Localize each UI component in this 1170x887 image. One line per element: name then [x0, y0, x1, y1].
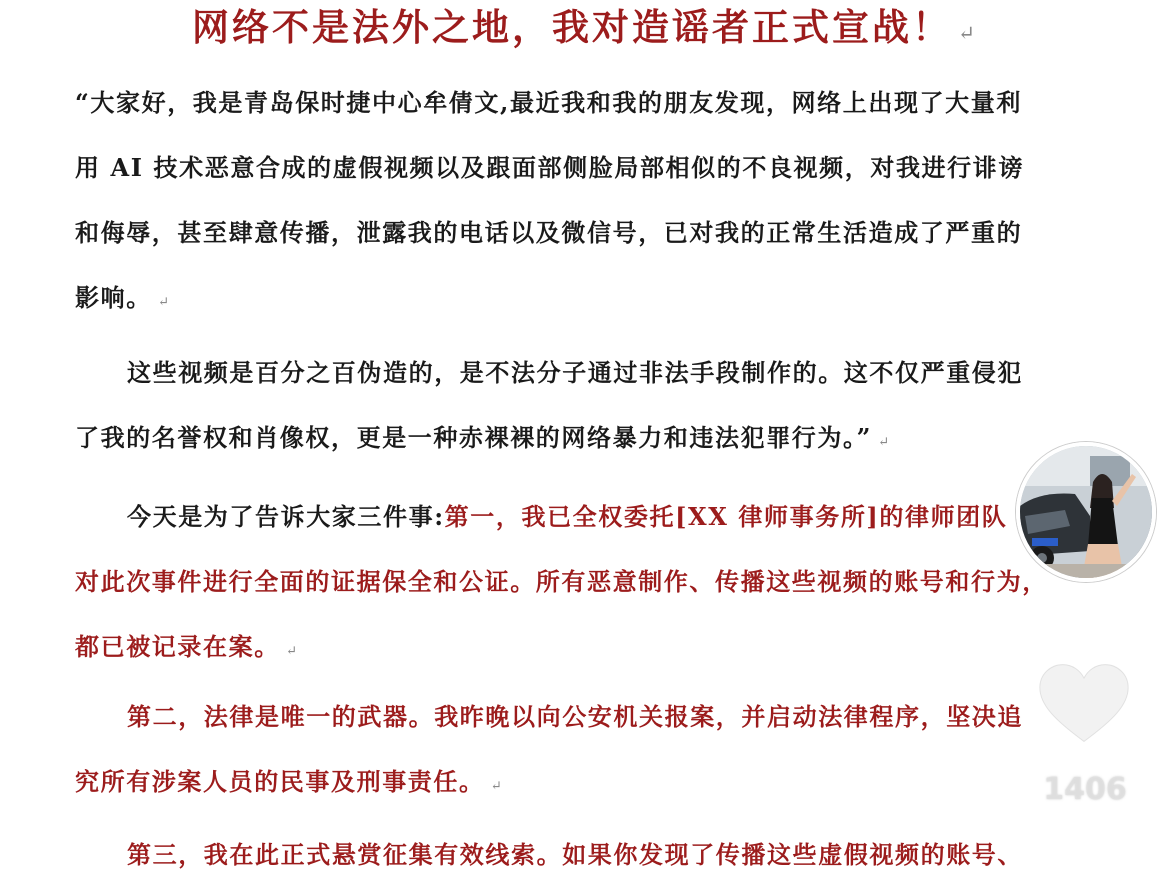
paragraph-mark: ↵	[157, 295, 171, 310]
text-line: 第三，我在此正式悬赏征集有效线索。如果你发现了传播这些虚假视频的账号、	[127, 840, 1023, 869]
profile-avatar[interactable]	[1016, 442, 1156, 582]
paragraph-5	[75, 822, 1065, 887]
like-count: 1406	[1043, 772, 1127, 807]
paragraph-mark: ↵	[285, 644, 299, 659]
text-line: 究所有涉案人员的民事及刑事责任。 ↵	[75, 767, 504, 796]
text-line: 用 AI 技术恶意合成的虚假视频以及跟面部侧脸局部相似的不良视频，对我进行诽谤	[75, 153, 1024, 182]
avatar-image	[1020, 446, 1152, 578]
text-line: 第二，法律是唯一的武器。我昨晚以向公安机关报案，并启动法律程序，坚决追	[127, 702, 1023, 731]
lead-text: 今天是为了告诉大家三件事:	[127, 502, 445, 531]
paragraph-mark: ↵	[878, 435, 891, 450]
text-line: 这些视频是百分之百伪造的，是不法分子通过非法手段制作的。这不仅严重侵犯	[127, 358, 1023, 387]
text-line: 都已被记录在案。 ↵	[75, 632, 299, 661]
text-line: 影响。 ↵	[75, 283, 171, 312]
document-title	[0, 2, 1170, 58]
text-line: “大家好，我是青岛保时捷中心牟倩文,最近我和我的朋友发现，网络上出现了大量利	[75, 88, 1022, 117]
text-line: 和侮辱，甚至肆意传播，泄露我的电话以及微信号，已对我的正常生活造成了严重的	[75, 218, 1023, 247]
text-line: 对此次事件进行全面的证据保全和公证。所有恶意制作、传播这些视频的账号和行为，	[75, 567, 1048, 596]
like-overlay	[1030, 650, 1140, 820]
paragraph-3	[75, 484, 1065, 684]
paragraph-1	[75, 70, 1065, 335]
paragraph-mark: ↵	[957, 21, 979, 45]
paragraph-2	[75, 340, 1065, 475]
paragraph-mark: ↵	[490, 779, 504, 794]
text-line	[75, 484, 1065, 549]
title-text: 网络不是法外之地，我对造谣者正式宣战！	[191, 5, 952, 49]
text-line: 了我的名誉权和肖像权，更是一种赤裸裸的网络暴力和违法犯罪行为。” ↵	[75, 423, 891, 452]
lead-red-text: 第一，我已全权委托[XX 律师事务所]的律师团队	[444, 502, 1008, 531]
heart-icon[interactable]	[1036, 656, 1132, 752]
paragraph-4	[75, 684, 1065, 819]
